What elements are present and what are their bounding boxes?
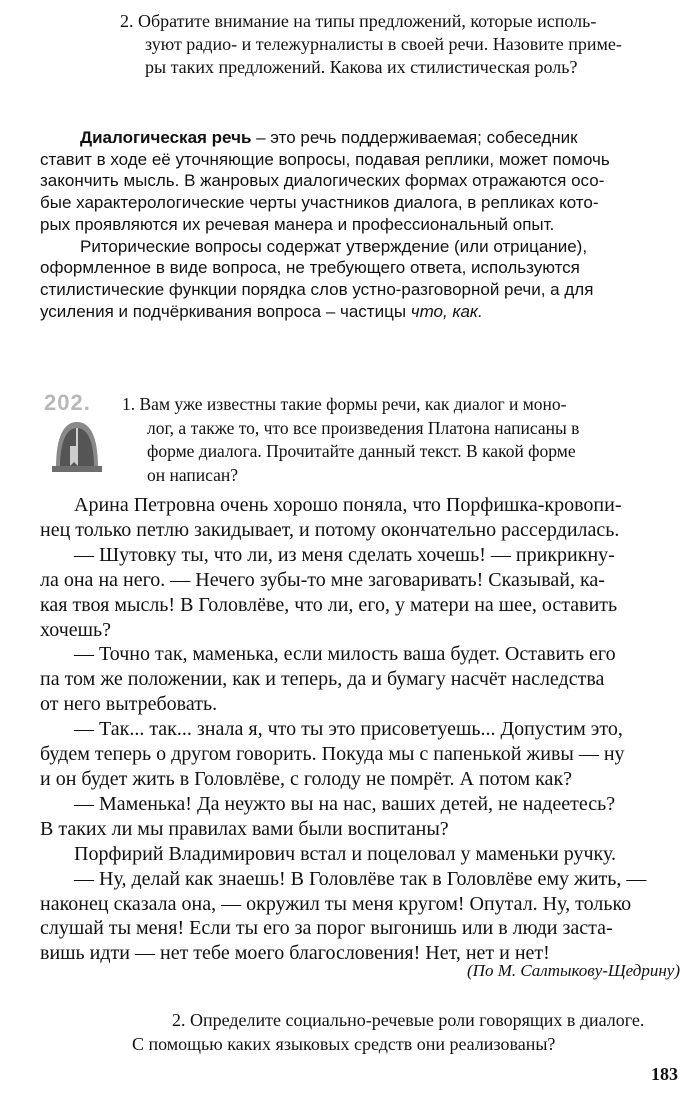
theory-last-line-start: усиления и подчёркивания вопроса – частицы (40, 301, 411, 321)
task-bottom-line: 2. Определите социально-речевые роли говорящих в диалоге. (172, 1010, 645, 1030)
text-line: от него вытребовать. (40, 693, 218, 716)
exercise-task (122, 393, 678, 487)
text-line: — Шутовку ты, что ли, из меня сделать хочешь! — прикрикну- (74, 543, 615, 566)
task-top-line: зуют радио- и тележурналисты в своей речи. Назовите приме- (145, 34, 622, 54)
task-bottom-line: С помощью каких языковых средств они реализованы? (132, 1034, 556, 1054)
text-line: па том же положении, как и теперь, да и бумагу насчёт наследства (40, 668, 605, 691)
text-line: кая твоя мысль! В Головлёве, что ли, его, у матери на шее, оставить (40, 593, 618, 616)
book-bookmark-icon (50, 416, 104, 474)
text-line: — Точно так, маменька, если милость ваша будет. Оставить его (74, 643, 616, 666)
theory-block (40, 127, 676, 322)
theory-particles: что, как. (410, 301, 483, 321)
source-attribution: (По М. Салтыкову-Щедрину) (467, 961, 680, 980)
text-line: хочешь? (40, 618, 112, 641)
exercise-task-line: лог, а также то, что все произведения Платона написаны в (147, 417, 580, 438)
text-line: Арина Петровна очень хорошо поняла, что Порфишка-кровопи- (74, 494, 622, 516)
text-line: наконец сказала она, — окружил ты меня кругом! Опутал. Ну, только (40, 892, 632, 915)
task-top-line: ры таких предложений. Какова их стилистическая роль? (145, 57, 578, 77)
text-line: и он будет жить в Головлёве, с голоду не помрёт. А потом как? (40, 767, 573, 790)
task-2-bottom (132, 1008, 680, 1056)
literary-text (40, 493, 680, 966)
text-line: слушай ты меня! Если ты его за порог выгонишь или в люди заста- (40, 917, 613, 940)
task-top-line: 2. Обратите внимание на типы предложений, которые исполь- (120, 11, 597, 31)
theory-line-rest: – это речь поддерживаемая; собеседник (251, 128, 578, 147)
text-line: нец только петлю закидывает, и потому окончательно рассердилась. (40, 518, 620, 541)
theory-line (40, 127, 676, 149)
exercise-number: 202. (44, 390, 91, 415)
theory-line: оформленное в виде вопроса, не требующего ответа, используются (40, 258, 580, 278)
page-number: 183 (651, 1064, 678, 1084)
theory-line (40, 301, 676, 323)
theory-line: бые характерологические черты участников диалога, в репликах кото- (40, 193, 599, 213)
theory-line: ставит в ходе её уточняющие вопросы, подавая реплики, может помочь (40, 149, 610, 169)
task-2-top (120, 10, 680, 79)
exercise-task-line: 1. Вам уже известны такие формы речи, как диалог и моно- (122, 394, 567, 414)
text-line: — Маменька! Да неужто вы на нас, ваших детей, не надеетесь? (74, 792, 616, 815)
theory-term: Диалогическая речь (80, 128, 252, 147)
theory-line: Риторические вопросы содержат утверждение (или отрицание), (80, 236, 588, 256)
text-line: В таких ли мы правилах вами были воспитаны? (40, 817, 449, 840)
theory-line: стилистические функции порядка слов устно-разговорной речи, а для (40, 279, 594, 299)
exercise-task-line: форме диалога. Прочитайте данный текст. В какой форме (147, 441, 576, 462)
text-line: вишь идти — нет тебе моего благословения! Нет, нет и нет! (40, 942, 550, 965)
text-line: ла она на него. — Нечего зубы-то мне заговаривать! Сказывай, ка- (40, 568, 605, 591)
text-line: — Ну, делай как знаешь! В Головлёве так в Головлёве ему жить, — (74, 867, 647, 890)
text-line: будем теперь о другом говорить. Покуда мы с папенькой живы — ну (40, 743, 625, 766)
exercise-task-line: он написан? (147, 464, 239, 485)
theory-line: закончить мысль. В жанровых диалогических формах отражаются осо- (40, 171, 605, 191)
text-line: — Так... так... знала я, что ты это присоветуешь... Допустим это, (74, 718, 623, 741)
text-line: Порфирий Владимирович встал и поцеловал у маменьки ручку. (74, 842, 616, 865)
theory-line: рых проявляются их речевая манера и профессиональный опыт. (40, 214, 555, 234)
